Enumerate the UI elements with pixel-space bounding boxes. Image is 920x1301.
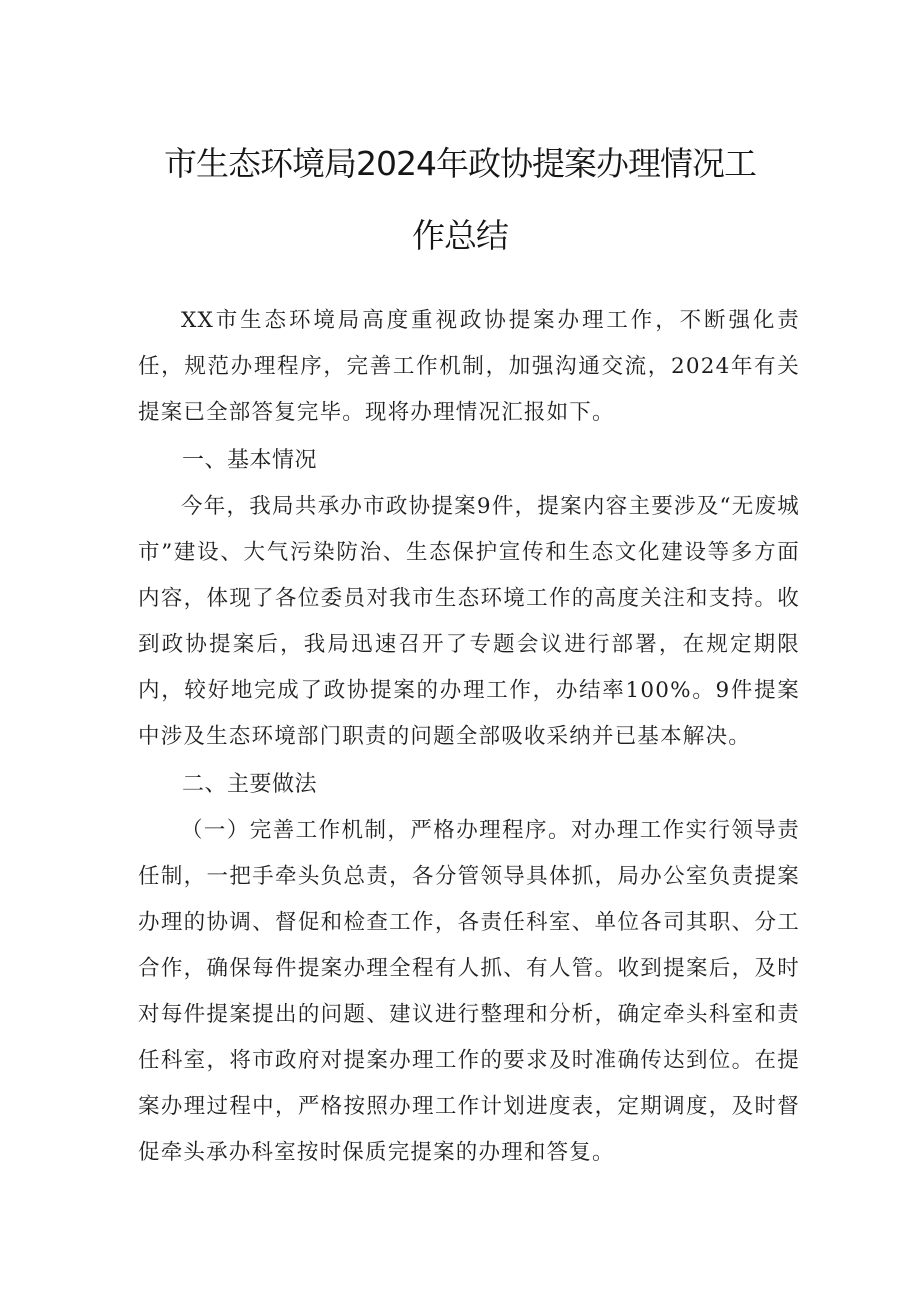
section-paragraph-basic-situation: 今年，我局共承办市政协提案9件，提案内容主要涉及“无废城市”建设、大气污染防治、生态保护宣传和生态文化建设等多方面内容，体现了各位委员对我市生态环境工作的高度关注和支持。收到政协提案后，我局迅速召开了专题会议进行部署，在规定期限内，较好地完成了政协提案的办理工作，办结率100%。9件提案中涉及生态环境部门职责的问题全部吸收采纳并已基本解决。 xyxy=(138,494,800,749)
section-heading-basic-situation: 一、基本情况 xyxy=(182,448,318,473)
section-paragraph-main-practices: （一）完善工作机制，严格办理程序。对办理工作实行领导责任制，一把手牵头负总责，各分管领导具体抓，局办公室负责提案办理的协调、督促和检查工作，各责任科室、单位各司其职、分工合作，确保每件提案办理全程有人抓、有人管。收到提案后，及时对每件提案提出的问题、建议进行整理和分析，确定牵头科室和责任科室，将市政府对提案办理工作的要求及时准确传达到位。在提案办理过程中，严格按照办理工作计划进度表，定期调度，及时督促牵头承办科室按时保质完提案的办理和答复。 xyxy=(138,818,800,1165)
section-heading-main-practices: 二、主要做法 xyxy=(182,772,318,797)
document-title-line-1: 市生态环境局2024年政协提案办理情况工 xyxy=(164,144,756,183)
document-title-line-2: 作总结 xyxy=(412,216,508,255)
document-body xyxy=(138,298,800,1176)
intro-paragraph: XX市生态环境局高度重视政协提案办理工作，不断强化责任，规范办理程序，完善工作机制，加强沟通交流，2024年有关提案已全部答复完毕。现将办理情况汇报如下。 xyxy=(138,308,800,425)
